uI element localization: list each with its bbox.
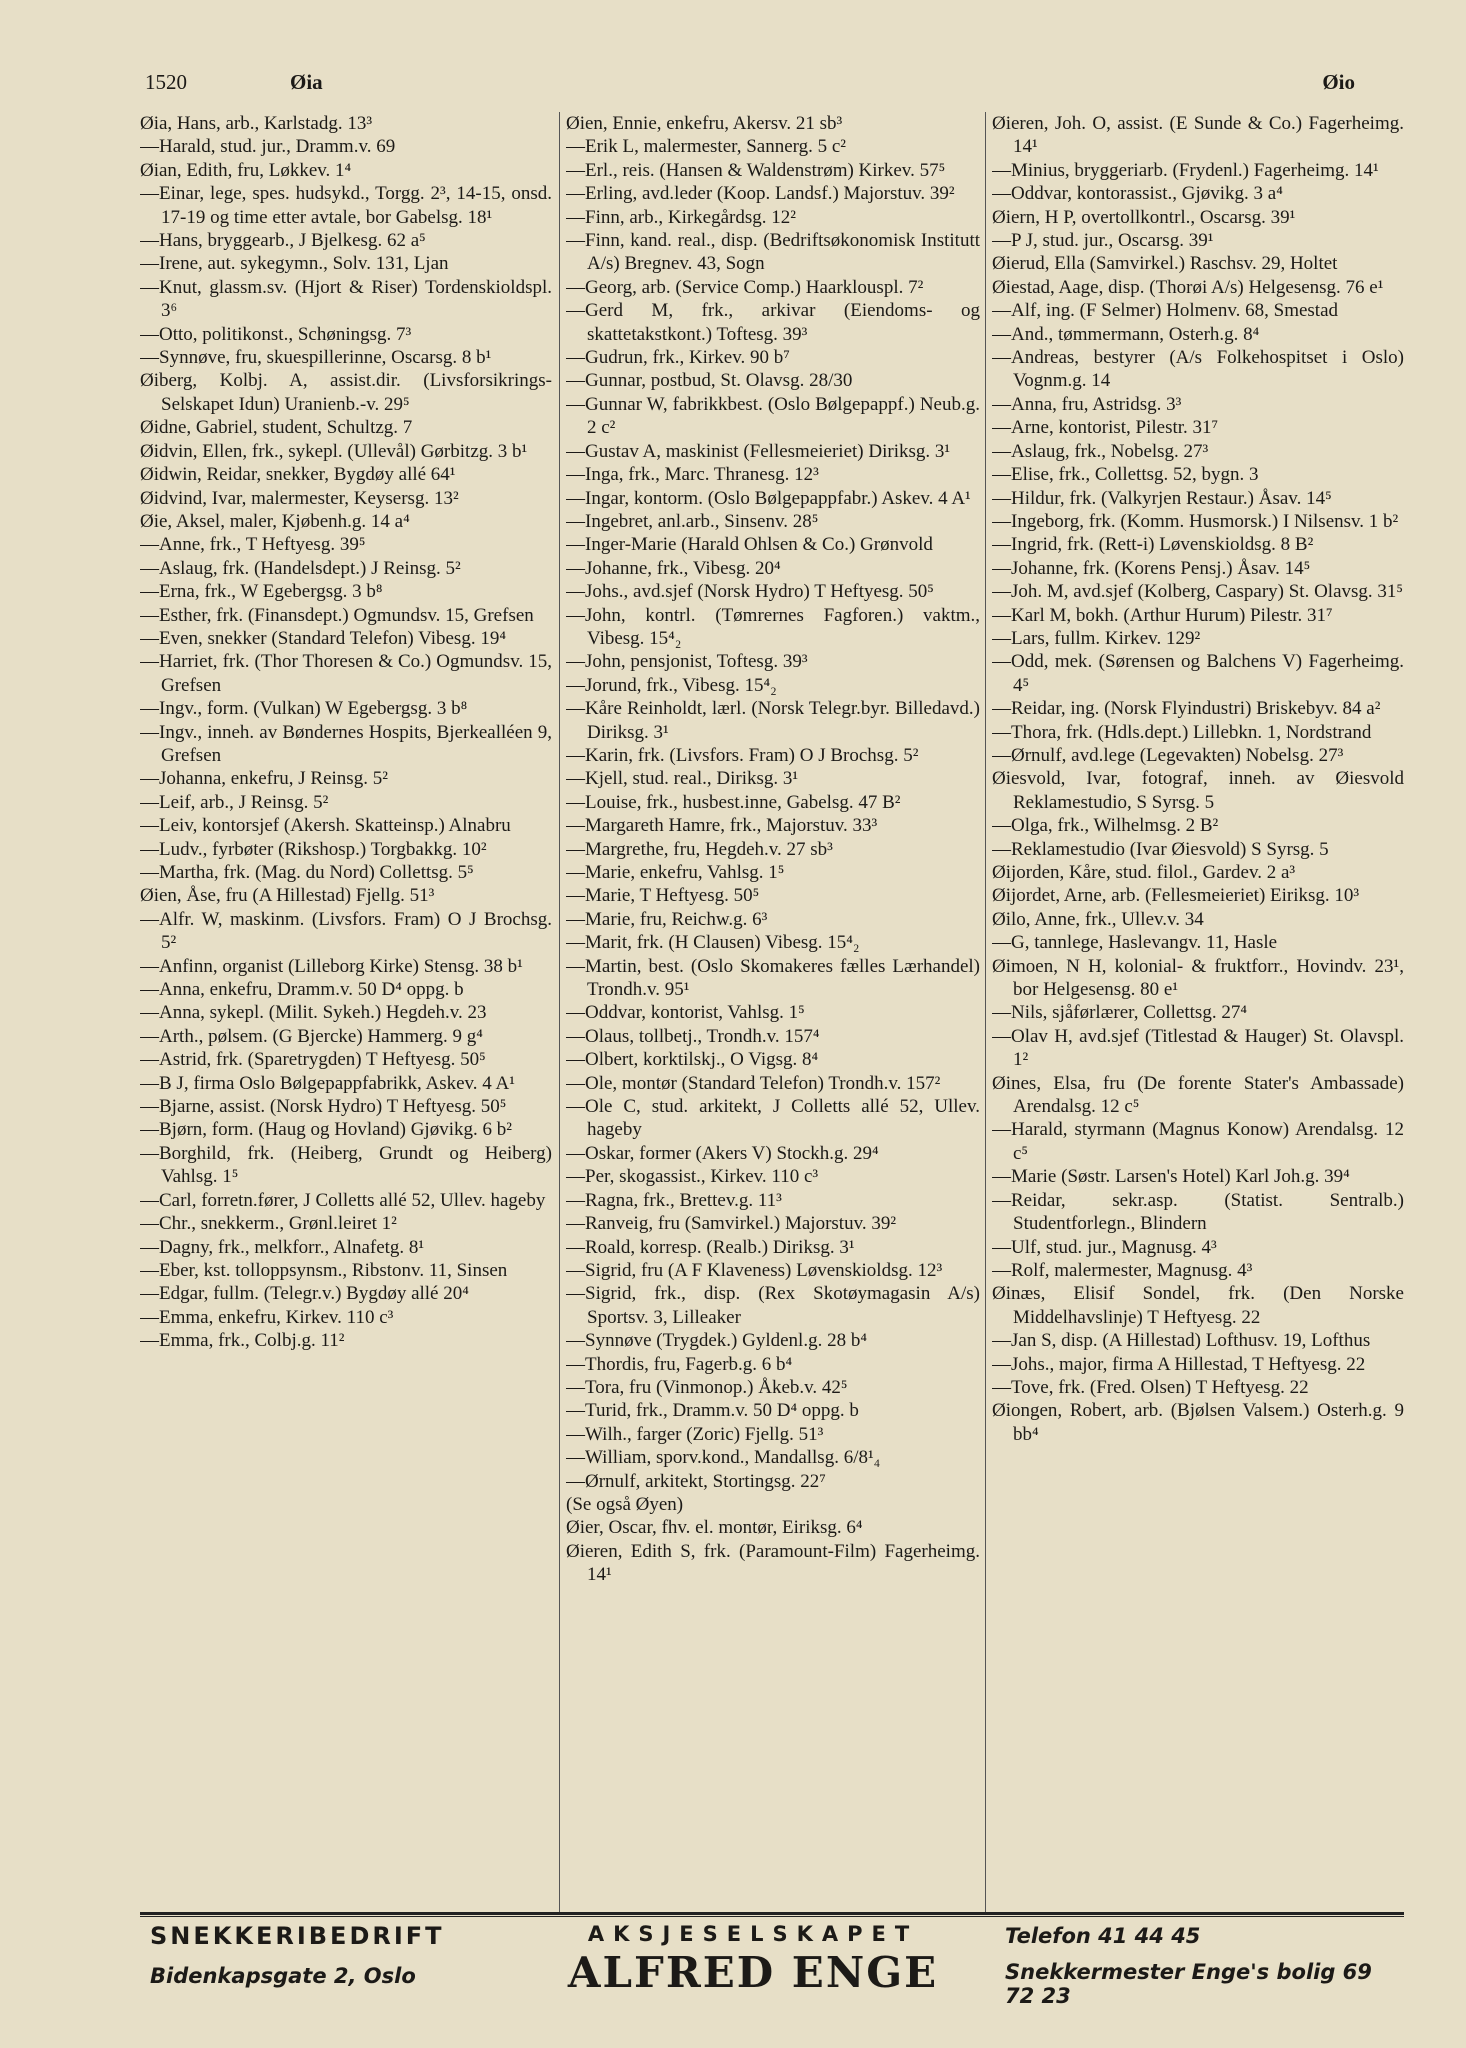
directory-entry: —Johanne, frk. (Korens Pensj.) Åsav. 14⁵ [992,557,1311,579]
page-header [140,70,1355,102]
directory-entry: —Ingebret, anl.arb., Sinsenv. 28⁵ [566,510,819,532]
directory-entry: —Minius, bryggeriarb. (Frydenl.) Fagerheimg. 14¹ [992,159,1379,181]
directory-entry: Øidne, Gabriel, student, Schultzg. 7 [140,417,413,439]
advert-address: Bidenkapsgate 2, Oslo [150,1964,416,1988]
right-running-head: Øio [1322,70,1355,94]
directory-entry: —Margrethe, fru, Hegdeh.v. 27 sb³ [566,838,833,860]
directory-entry: —Johs., major, firma A Hillestad, T Heftyesg. 22 [992,1353,1366,1375]
directory-entry: Øidvin, Ellen, frk., sykepl. (Ullevål) Gørbitzg. 3 b¹ [140,440,528,462]
directory-entry: —Bjarne, assist. (Norsk Hydro) T Heftyesg. 50⁵ [140,1096,507,1118]
directory-entry: (Se også Øyen) [566,1493,684,1515]
directory-entry: —Gustav A, maskinist (Fellesmeieriet) Diriksg. 3¹ [566,440,951,462]
directory-entry: —Dagny, frk., melkforr., Alnafetg. 8¹ [140,1236,425,1258]
directory-entry: —Kjell, stud. real., Diriksg. 3¹ [566,768,799,790]
directory-entry: —And., tømmermann, Osterh.g. 8⁴ [992,323,1260,345]
directory-entry: —Emma, frk., Colbj.g. 11² [140,1330,345,1352]
directory-entry: —Sigrid, fru (A F Klaveness) Løvenskioldsg. 12³ [566,1259,943,1281]
directory-entry: —Harriet, frk. (Thor Thoresen & Co.) Ogmundsv. 15, Grefsen [140,651,552,696]
directory-entry: —Arth., pølsem. (G Bjercke) Hammerg. 9 g⁴ [140,1025,483,1047]
directory-entry: —Jorund, frk., Vibesg. 15⁴₂ [566,674,777,696]
directory-entry: —Per, skogassist., Kirkev. 110 c³ [566,1166,819,1188]
directory-entry: —Tove, frk. (Fred. Olsen) T Heftyesg. 22 [992,1376,1309,1398]
directory-entry: —Finn, arb., Kirkegårdsg. 12² [566,206,796,228]
advert-company-type: AKSJESELSKAPET [587,1922,919,1946]
left-running-head: Øia [290,70,323,94]
directory-entry: —Anne, frk., T Heftyesg. 39⁵ [140,534,366,556]
directory-entry: —John, pensjonist, Toftesg. 39³ [566,651,808,673]
directory-entry: —Gerd M, frk., arkivar (Eiendoms- og skattetakstkont.) Toftesg. 39³ [566,300,980,345]
directory-entry: —Aslaug, frk. (Handelsdept.) J Reinsg. 5² [140,557,461,579]
directory-entry: —Oddvar, kontorassist., Gjøvikg. 3 a⁴ [992,183,1283,205]
directory-entry: —Ørnulf, avd.lege (Legevakten) Nobelsg. 27³ [992,744,1344,766]
directory-entry: —Olaus, tollbetj., Trondh.v. 157⁴ [566,1025,820,1047]
page-number: 1520 [145,70,187,94]
directory-entry: —Ørnulf, arkitekt, Stortingsg. 22⁷ [566,1470,826,1492]
directory-entry: —Thordis, fru, Fagerb.g. 6 b⁴ [566,1353,793,1375]
directory-entry: —Erl., reis. (Hansen & Waldenstrøm) Kirkev. 57⁵ [566,159,946,181]
directory-entry: —Finn, kand. real., disp. (Bedriftsøkonomisk Institutt A/s) Bregnev. 43, Sogn [566,230,980,275]
directory-entry: —Olga, frk., Wilhelmsg. 2 B² [992,815,1219,837]
directory-entry: —Bjørn, form. (Haug og Hovland) Gjøvikg. 6 b² [140,1119,512,1141]
advert-telephone: Telefon 41 44 45 [1005,1924,1201,1948]
directory-entry: Øiern, H P, overtollkontrl., Oscarsg. 39¹ [992,206,1296,228]
directory-entry: —Tora, fru (Vinmonop.) Åkeb.v. 42⁵ [566,1376,848,1398]
directory-entry: —Chr., snekkerm., Grønl.leiret 1² [140,1213,397,1235]
directory-entry: —Erna, frk., W Egebergsg. 3 b⁸ [140,581,383,603]
directory-entry: —Oddvar, kontorist, Vahlsg. 1⁵ [566,1002,805,1024]
directory-entry: —Marie, fru, Reichw.g. 6³ [566,908,768,930]
directory-entry: —Anfinn, organist (Lilleborg Kirke) Stensg. 38 b¹ [140,955,523,977]
directory-entry: —Sigrid, frk., disp. (Rex Skotøymagasin A/s) Sportsv. 3, Lilleaker [566,1283,980,1328]
directory-entry: —Aslaug, frk., Nobelsg. 27³ [992,440,1209,462]
directory-entry: —Thora, frk. (Hdls.dept.) Lillebkn. 1, Nordstrand [992,721,1372,743]
directory-entry: —William, sporv.kond., Mandallsg. 6/8¹₄ [566,1447,881,1469]
directory-entry: —Louise, frk., husbest.inne, Gabelsg. 47 B² [566,791,901,813]
directory-entry: Øieren, Edith S, frk. (Paramount-Film) Fagerheimg. 14¹ [566,1540,980,1586]
directory-entry: —Alfr. W, maskinm. (Livsfors. Fram) O J Brochsg. 5² [140,908,552,954]
directory-entry: —G, tannlege, Haslevangv. 11, Hasle [992,932,1278,954]
directory-entry: —Astrid, frk. (Sparetrygden) T Heftyesg. 50⁵ [140,1049,486,1071]
directory-entry: —Ingar, kontorm. (Oslo Bølgepappfabr.) Askev. 4 A¹ [566,487,971,509]
directory-entry: —Borghild, frk. (Heiberg, Grundt og Heiberg) Vahlsg. 1⁵ [140,1142,552,1188]
footer-rule-thin [140,1916,1404,1917]
directory-entry: Øimoen, N H, kolonial- & fruktforr., Hovindv. 23¹, bor Helgesensg. 80 e¹ [992,955,1404,1001]
directory-entry: —P J, stud. jur., Oscarsg. 39¹ [992,230,1214,252]
footer-rule [140,1912,1404,1915]
directory-entry: —Erik L, malermester, Sannerg. 5 c² [566,136,846,158]
directory-entry: —Irene, aut. sykegymn., Solv. 131, Ljan [140,253,449,275]
directory-entry: —Anna, fru, Astridsg. 3³ [992,393,1182,415]
directory-entry: Øieren, Joh. O, assist. (E Sunde & Co.) Fagerheimg. 14¹ [992,113,1404,158]
directory-entry: —Ulf, stud. jur., Magnusg. 4³ [992,1236,1217,1258]
directory-entry: —Even, snekker (Standard Telefon) Vibesg. 19⁴ [140,627,506,649]
directory-entry: —Gudrun, frk., Kirkev. 90 b⁷ [566,347,790,369]
directory-entry: Øian, Edith, fru, Løkkev. 1⁴ [140,159,352,181]
directory-entry: Øines, Elsa, fru (De forente Stater's Ambassade) Arendalsg. 12 c⁵ [992,1072,1404,1118]
directory-entry: —Olav H, avd.sjef (Titlestad & Hauger) St. Olavspl. 1² [992,1025,1404,1071]
directory-entry: Øiberg, Kolbj. A, assist.dir. (Livsforsikrings-Selskapet Idun) Uranienb.-v. 29⁵ [140,370,552,415]
directory-entry: —Martin, best. (Oslo Skomakeres fælles Lærhandel) Trondh.v. 95¹ [566,955,980,1001]
advert-left [150,1922,510,2032]
directory-column-1 [140,112,552,1907]
directory-entry: —Alf, ing. (F Selmer) Holmenv. 68, Smestad [992,300,1339,322]
directory-entry: —Synnøve, fru, skuespillerinne, Oscarsg. 8 b¹ [140,347,492,369]
directory-entry: Øien, Ennie, enkefru, Akersv. 21 sb³ [566,113,843,134]
directory-entry: —B J, firma Oslo Bølgepappfabrikk, Askev. 4 A¹ [140,1072,515,1094]
directory-entry: —Ole, montør (Standard Telefon) Trondh.v. 157² [566,1072,941,1094]
directory-entry: —Emma, enkefru, Kirkev. 110 c³ [140,1306,394,1328]
directory-entry: Øilo, Anne, frk., Ullev.v. 34 [992,908,1204,930]
directory-entry: —Marie (Søstr. Larsen's Hotel) Karl Joh.g. 39⁴ [992,1166,1350,1188]
directory-entry: —Turid, frk., Dramm.v. 50 D⁴ oppg. b [566,1400,859,1422]
directory-entry: —Synnøve (Trygdek.) Gyldenl.g. 28 b⁴ [566,1330,867,1352]
directory-entry: —Rolf, malermester, Magnusg. 4³ [992,1259,1253,1281]
directory-entry: —Ole C, stud. arkitekt, J Colletts allé 52, Ullev. hageby [566,1096,980,1141]
directory-entry: —Roald, korresp. (Realb.) Diriksg. 3¹ [566,1236,855,1258]
directory-entry: —Wilh., farger (Zoric) Fjellg. 51³ [566,1423,824,1445]
directory-entry: —Johs., avd.sjef (Norsk Hydro) T Heftyesg. 50⁵ [566,581,934,603]
advert-center [548,1922,958,2032]
directory-entry: —Ingeborg, frk. (Komm. Husmorsk.) I Nilsensv. 1 b² [992,510,1399,532]
directory-entry: —Jan S, disp. (A Hillestad) Lofthusv. 19, Lofthus [992,1330,1371,1352]
directory-entry: Øiesvold, Ivar, fotograf, inneh. av Øiesvold Reklamestudio, S Syrsg. 5 [992,768,1404,813]
column-divider [559,112,560,1912]
advert-business-type: SNEKKERIBEDRIFT [150,1922,445,1950]
advert-right [1005,1922,1405,2032]
directory-entry: Øinæs, Elisif Sondel, frk. (Den Norske Middelhavslinje) T Heftyesg. 22 [992,1283,1404,1328]
directory-entry: —Odd, mek. (Sørensen og Balchens V) Fagerheimg. 4⁵ [992,651,1404,696]
directory-entry: —Leif, arb., J Reinsg. 5² [140,791,329,813]
directory-entry: —Ludv., fyrbøter (Rikshosp.) Torgbakkg. 10² [140,838,487,860]
directory-entry: —Martha, frk. (Mag. du Nord) Collettsg. 5⁵ [140,862,474,883]
directory-entry: —Ranveig, fru (Samvirkel.) Majorstuv. 39² [566,1213,897,1235]
directory-entry: —John, kontrl. (Tømrernes Fagforen.) vaktm., Vibesg. 15⁴₂ [566,604,980,649]
directory-entry: —Hildur, frk. (Valkyrjen Restaur.) Åsav. 14⁵ [992,487,1332,509]
directory-entry: Øiongen, Robert, arb. (Bjølsen Valsem.) Osterh.g. 9 bb⁴ [992,1400,1404,1445]
directory-entry: —Inga, frk., Marc. Thranesg. 12³ [566,464,819,486]
directory-entry: —Lars, fullm. Kirkev. 129² [992,627,1201,649]
directory-column-2 [566,112,980,1907]
directory-entry: —Joh. M, avd.sjef (Kolberg, Caspary) St. Olavsg. 31⁵ [992,581,1404,603]
directory-entry: —Elise, frk., Collettsg. 52, bygn. 3 [992,464,1259,486]
directory-entry: —Knut, glassm.sv. (Hjort & Riser) Tordenskioldspl. 3⁶ [140,276,552,322]
directory-entry: —Harald, stud. jur., Dramm.v. 69 [140,136,396,158]
directory-entry: —Georg, arb. (Service Comp.) Haarklouspl. 7² [566,276,924,298]
directory-entry: Øidvind, Ivar, malermester, Keysersg. 13² [140,487,459,509]
directory-entry: —Ingv., inneh. av Bøndernes Hospits, Bjerkealléen 9, Grefsen [140,721,552,766]
directory-entry: —Reklamestudio (Ivar Øiesvold) S Syrsg. 5 [992,838,1329,860]
directory-entry: —Gunnar, postbud, St. Olavsg. 28/30 [566,370,853,392]
directory-entry: —Inger-Marie (Harald Ohlsen & Co.) Grønvold [566,534,933,556]
directory-entry: —Marie, T Heftyesg. 50⁵ [566,885,760,907]
column-divider [985,112,986,1912]
directory-entry: —Johanna, enkefru, J Reinsg. 5² [140,768,388,790]
directory-entry: Øier, Oscar, fhv. el. montør, Eiriksg. 6⁴ [566,1517,863,1539]
directory-column-3 [992,112,1404,1907]
directory-entry: —Karin, frk. (Livsfors. Fram) O J Brochsg. 5² [566,744,919,766]
directory-entry: —Carl, forretn.fører, J Colletts allé 52, Ullev. hageby [140,1189,546,1211]
directory-entry: —Marie, enkefru, Vahlsg. 1⁵ [566,862,785,883]
directory-entry: Øien, Åse, fru (A Hillestad) Fjellg. 51³ [140,885,435,907]
directory-entry: —Nils, sjåførlærer, Collettsg. 27⁴ [992,1002,1247,1024]
directory-entry: —Karl M, bokh. (Arthur Hurum) Pilestr. 31⁷ [992,604,1333,626]
directory-entry: —Ingv., form. (Vulkan) W Egebergsg. 3 b⁸ [140,698,468,720]
directory-entry: —Harald, styrmann (Magnus Konow) Arendalsg. 12 c⁵ [992,1119,1404,1164]
directory-entry: —Einar, lege, spes. hudsykd., Torgg. 2³, 14-15, onsd. 17-19 og time etter avtale, bor Gabelsg. 18¹ [140,183,552,228]
directory-entry: Øijordet, Arne, arb. (Fellesmeieriet) Eiriksg. 10³ [992,885,1360,907]
directory-entry: Øia, Hans, arb., Karlstadg. 13³ [140,113,373,134]
directory-entry: —Reidar, ing. (Norsk Flyindustri) Briskebyv. 84 a² [992,698,1381,720]
directory-entry: —Reidar, sekr.asp. (Statist. Sentralb.) Studentforlegn., Blindern [992,1189,1404,1235]
directory-entry: Øidwin, Reidar, snekker, Bygdøy allé 64¹ [140,464,456,486]
directory-entry: Øierud, Ella (Samvirkel.) Raschsv. 29, Holtet [992,253,1338,275]
directory-entry: —Edgar, fullm. (Telegr.v.) Bygdøy allé 20⁴ [140,1283,469,1305]
advert-home-phone: Snekkermester Enge's bolig 69 72 23 [1005,1960,1372,2008]
directory-entry: —Marit, frk. (H Clausen) Vibesg. 15⁴₂ [566,932,860,954]
directory-entry: Øiestad, Aage, disp. (Thorøi A/s) Helgesensg. 76 e¹ [992,276,1384,298]
directory-entry: —Eber, kst. tolloppsynsm., Ribstonv. 11, Sinsen [140,1259,508,1281]
directory-entry: —Otto, politikonst., Schøningsg. 7³ [140,323,412,345]
directory-entry: —Ingrid, frk. (Rett-i) Løvenskioldsg. 8 B² [992,534,1314,556]
directory-entry: —Kåre Reinholdt, lærl. (Norsk Telegr.byr. Billedavd.) Diriksg. 3¹ [566,698,980,743]
directory-entry: Øijorden, Kåre, stud. filol., Gardev. 2 a³ [992,862,1296,883]
directory-entry: —Esther, frk. (Finansdept.) Ogmundsv. 15, Grefsen [140,604,534,626]
directory-entry: —Gunnar W, fabrikkbest. (Oslo Bølgepappf.) Neub.g. 2 c² [566,393,980,439]
directory-entry: —Erling, avd.leder (Koop. Landsf.) Majorstuv. 39² [566,183,955,205]
directory-entry: —Anna, enkefru, Dramm.v. 50 D⁴ oppg. b [140,979,464,1001]
directory-entry: —Arne, kontorist, Pilestr. 31⁷ [992,417,1219,439]
directory-entry: —Leiv, kontorsjef (Akersh. Skatteinsp.) Alnabru [140,815,511,837]
directory-entry: —Johanne, frk., Vibesg. 20⁴ [566,557,781,579]
directory-entry: —Anna, sykepl. (Milit. Sykeh.) Hegdeh.v. 23 [140,1002,487,1024]
directory-entry: —Ragna, frk., Brettev.g. 11³ [566,1189,782,1211]
directory-entry: —Hans, bryggearb., J Bjelkesg. 62 a⁵ [140,230,426,252]
directory-entry: Øie, Aksel, maler, Kjøbenh.g. 14 a⁴ [140,510,410,532]
advert-company-name: ALFRED ENGE [567,1948,939,1997]
directory-entry: —Olbert, korktilskj., O Vigsg. 8⁴ [566,1049,819,1071]
directory-entry: —Andreas, bestyrer (A/s Folkehospitset i Oslo) Vognm.g. 14 [992,347,1404,392]
directory-entry: —Oskar, former (Akers V) Stockh.g. 29⁴ [566,1142,879,1164]
directory-entry: —Margareth Hamre, frk., Majorstuv. 33³ [566,815,878,837]
